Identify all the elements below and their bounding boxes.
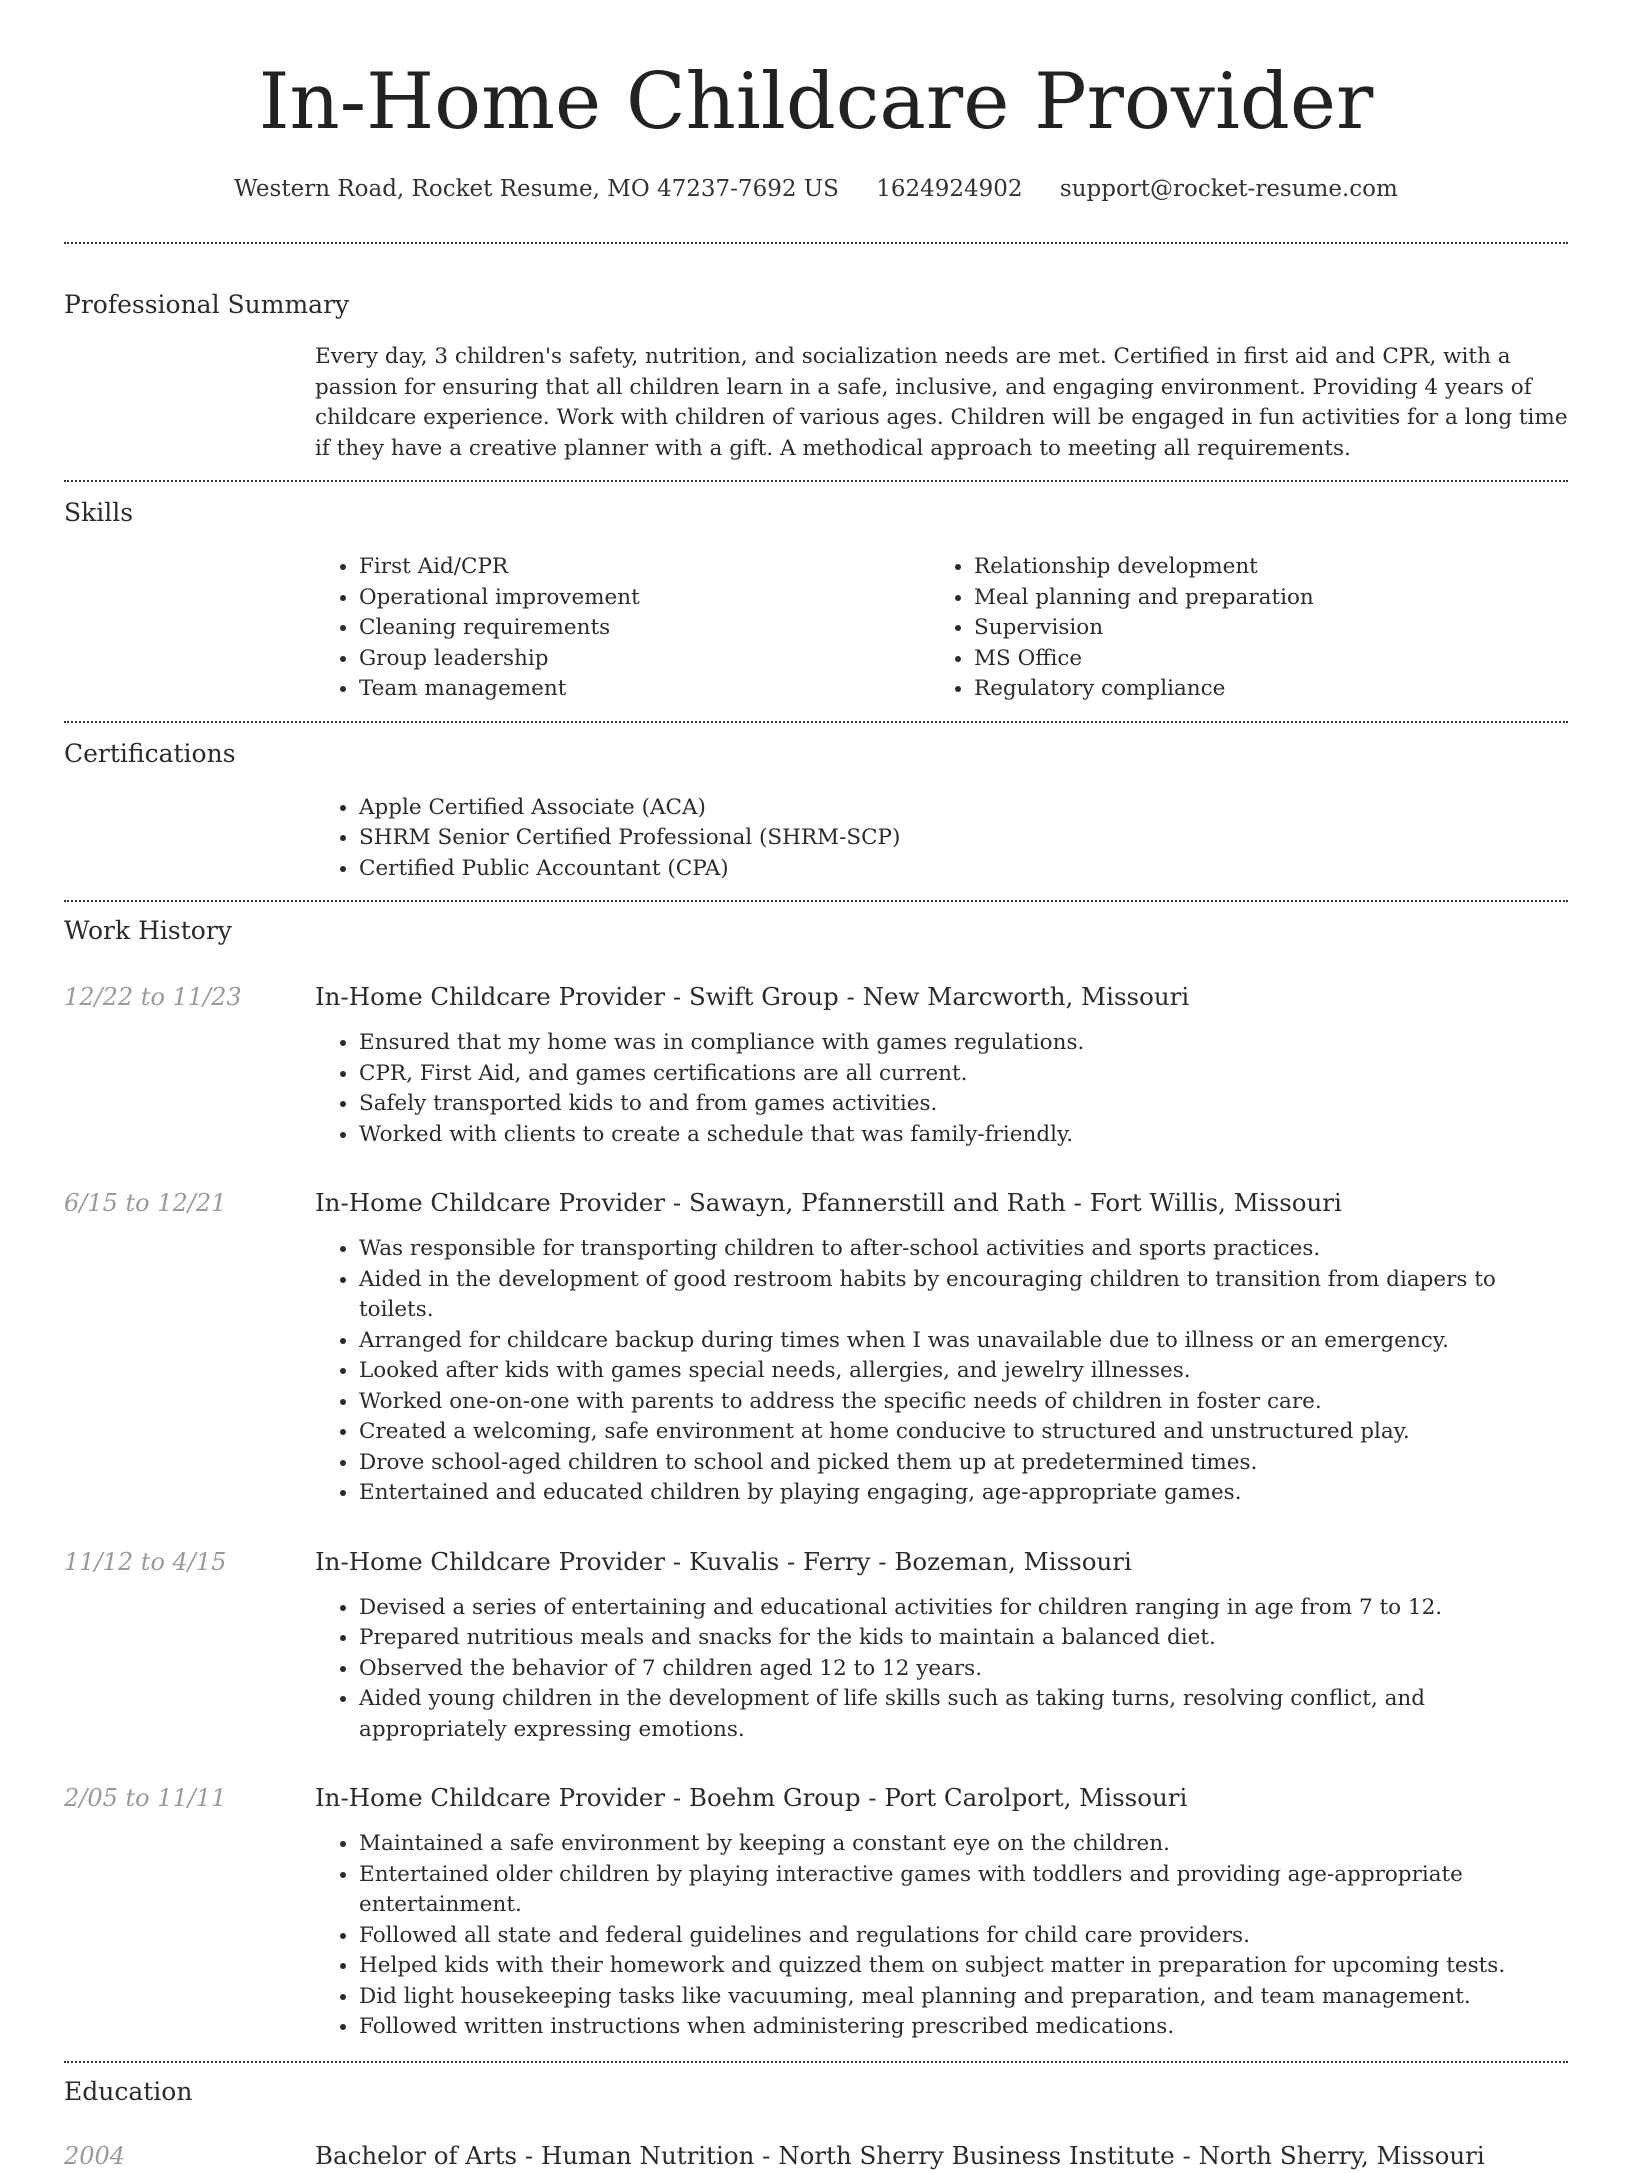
job-bullets — [315, 1829, 1568, 2043]
job-bullet-list — [315, 1829, 1568, 2043]
list-item: • Drove school-aged children to school and picked them up at predetermined times. — [359, 1448, 1568, 1479]
divider — [64, 242, 1568, 244]
list-item: • Followed all state and federal guidelines and regulations for child care providers. — [359, 1921, 1568, 1952]
job-bullets — [315, 1234, 1568, 1509]
job-bullets — [315, 1028, 1568, 1150]
education-dates: 2004 — [64, 2141, 126, 2170]
list-item: • Maintained a safe environment by keeping a constant eye on the children. — [359, 1829, 1568, 1860]
list-item: • Aided young children in the development of life skills such as taking turns, resolving conflict, and appropriately expressing emotions. — [359, 1684, 1568, 1745]
job-entry — [64, 1781, 1568, 2043]
list-item: • CPR, First Aid, and games certifications are all current. — [359, 1059, 1568, 1090]
job-dates: 12/22 to 11/23 — [64, 983, 242, 1011]
list-item: • Operational improvement — [359, 583, 930, 614]
job-entry — [64, 1186, 1568, 1509]
list-item: • Did light housekeeping tasks like vacuuming, meal planning and preparation, and team management. — [359, 1982, 1568, 2013]
skills-list-left — [315, 552, 930, 705]
skills-column-left — [315, 552, 930, 705]
certifications-list — [315, 793, 1568, 885]
list-item: • Cleaning requirements — [359, 613, 930, 644]
work-history-title: Work History — [64, 916, 232, 945]
job-entry — [64, 1545, 1568, 1746]
address-text: Western Road, Rocket Resume, MO 47237-7692 US — [234, 176, 839, 202]
list-item: • Ensured that my home was in compliance with games regulations. — [359, 1028, 1568, 1059]
job-dates: 2/05 to 11/11 — [64, 1784, 227, 1812]
list-item: • Observed the behavior of 7 children aged 12 to 12 years. — [359, 1654, 1568, 1685]
list-item: • Certified Public Accountant (CPA) — [359, 854, 1568, 885]
list-item: • Meal planning and preparation — [974, 583, 1545, 614]
job-entry — [64, 980, 1568, 1150]
certifications-title: Certifications — [64, 738, 236, 768]
list-item: • Prepared nutritious meals and snacks for the kids to maintain a balanced diet. — [359, 1623, 1568, 1654]
education-heading: Bachelor of Arts - Human Nutrition - North Sherry Business Institute - North Sherry, Missouri — [315, 2140, 1485, 2170]
email-text: support@rocket-resume.com — [1059, 176, 1398, 202]
list-item: • Followed written instructions when administering prescribed medications. — [359, 2012, 1568, 2043]
education-entry — [64, 2139, 1568, 2173]
job-heading: In-Home Childcare Provider - Swift Group - New Marcworth, Missouri — [315, 982, 1190, 1011]
list-item: • Created a welcoming, safe environment at home conducive to structured and unstructured play. — [359, 1417, 1568, 1448]
skills-list-right — [930, 552, 1545, 705]
divider — [64, 480, 1568, 482]
skills-column-right — [930, 552, 1545, 705]
job-bullet-list — [315, 1593, 1568, 1746]
job-heading: In-Home Childcare Provider - Sawayn, Pfannerstill and Rath - Fort Willis, Missouri — [315, 1188, 1342, 1217]
list-item: • MS Office — [974, 644, 1545, 675]
skills-title: Skills — [64, 498, 134, 527]
job-heading: In-Home Childcare Provider - Boehm Group - Port Carolport, Missouri — [315, 1783, 1188, 1812]
list-item: • Group leadership — [359, 644, 930, 675]
job-bullets — [315, 1593, 1568, 1746]
certifications-block — [315, 793, 1568, 885]
job-heading: In-Home Childcare Provider - Kuvalis - Ferry - Bozeman, Missouri — [315, 1546, 1132, 1576]
list-item: • Relationship development — [974, 552, 1545, 583]
list-item: • Apple Certified Associate (ACA) — [359, 793, 1568, 824]
skills-grid — [315, 552, 1568, 705]
candidate-name: In-Home Childcare Provider — [258, 57, 1374, 147]
job-bullet-list — [315, 1234, 1568, 1509]
list-item: • SHRM Senior Certified Professional (SHRM-SCP) — [359, 823, 1568, 854]
contact-line — [64, 172, 1568, 206]
summary-title: Professional Summary — [64, 290, 350, 319]
list-item: • Devised a series of entertaining and educational activities for children ranging in age from 7 to 12. — [359, 1593, 1568, 1624]
education-title: Education — [64, 2076, 193, 2106]
list-item: • Looked after kids with games special needs, allergies, and jewelry illnesses. — [359, 1356, 1568, 1387]
list-item: • Aided in the development of good restroom habits by encouraging children to transition from diapers to toilets. — [359, 1265, 1568, 1326]
list-item: • Worked one-on-one with parents to address the specific needs of children in foster care. — [359, 1387, 1568, 1418]
job-bullet-list — [315, 1028, 1568, 1150]
list-item: • Safely transported kids to and from games activities. — [359, 1089, 1568, 1120]
divider — [64, 721, 1568, 723]
list-item: • Helped kids with their homework and quizzed them on subject matter in preparation for upcoming tests. — [359, 1951, 1568, 1982]
divider — [64, 2061, 1568, 2063]
list-item: • Regulatory compliance — [974, 674, 1545, 705]
list-item: • Arranged for childcare backup during times when I was unavailable due to illness or an emergency. — [359, 1326, 1568, 1357]
list-item: • Team management — [359, 674, 930, 705]
job-dates: 6/15 to 12/21 — [64, 1189, 227, 1217]
list-item: • Worked with clients to create a schedule that was family-friendly. — [359, 1120, 1568, 1151]
list-item: • Supervision — [974, 613, 1545, 644]
list-item: • Was responsible for transporting children to after-school activities and sports practices. — [359, 1234, 1568, 1265]
job-dates: 11/12 to 4/15 — [64, 1547, 227, 1576]
list-item: • First Aid/CPR — [359, 552, 930, 583]
list-item: • Entertained older children by playing interactive games with toddlers and providing age-appropriate entertainment. — [359, 1860, 1568, 1921]
list-item: • Entertained and educated children by playing engaging, age-appropriate games. — [359, 1478, 1568, 1509]
divider — [64, 900, 1568, 902]
summary-text: Every day, 3 children's safety, nutrition, and socialization needs are met. Certified in first aid and CPR, with a passion for ensuring that all children learn in a safe, inclusive, and engaging environment. Providing 4 years of childcare experience. Work with children of various ages. Children will be engaged in fun activities for a long time if they have a creative planner with a gift. A methodical approach to meeting all requirements. — [315, 344, 1568, 461]
phone-text: 1624924902 — [876, 176, 1023, 202]
